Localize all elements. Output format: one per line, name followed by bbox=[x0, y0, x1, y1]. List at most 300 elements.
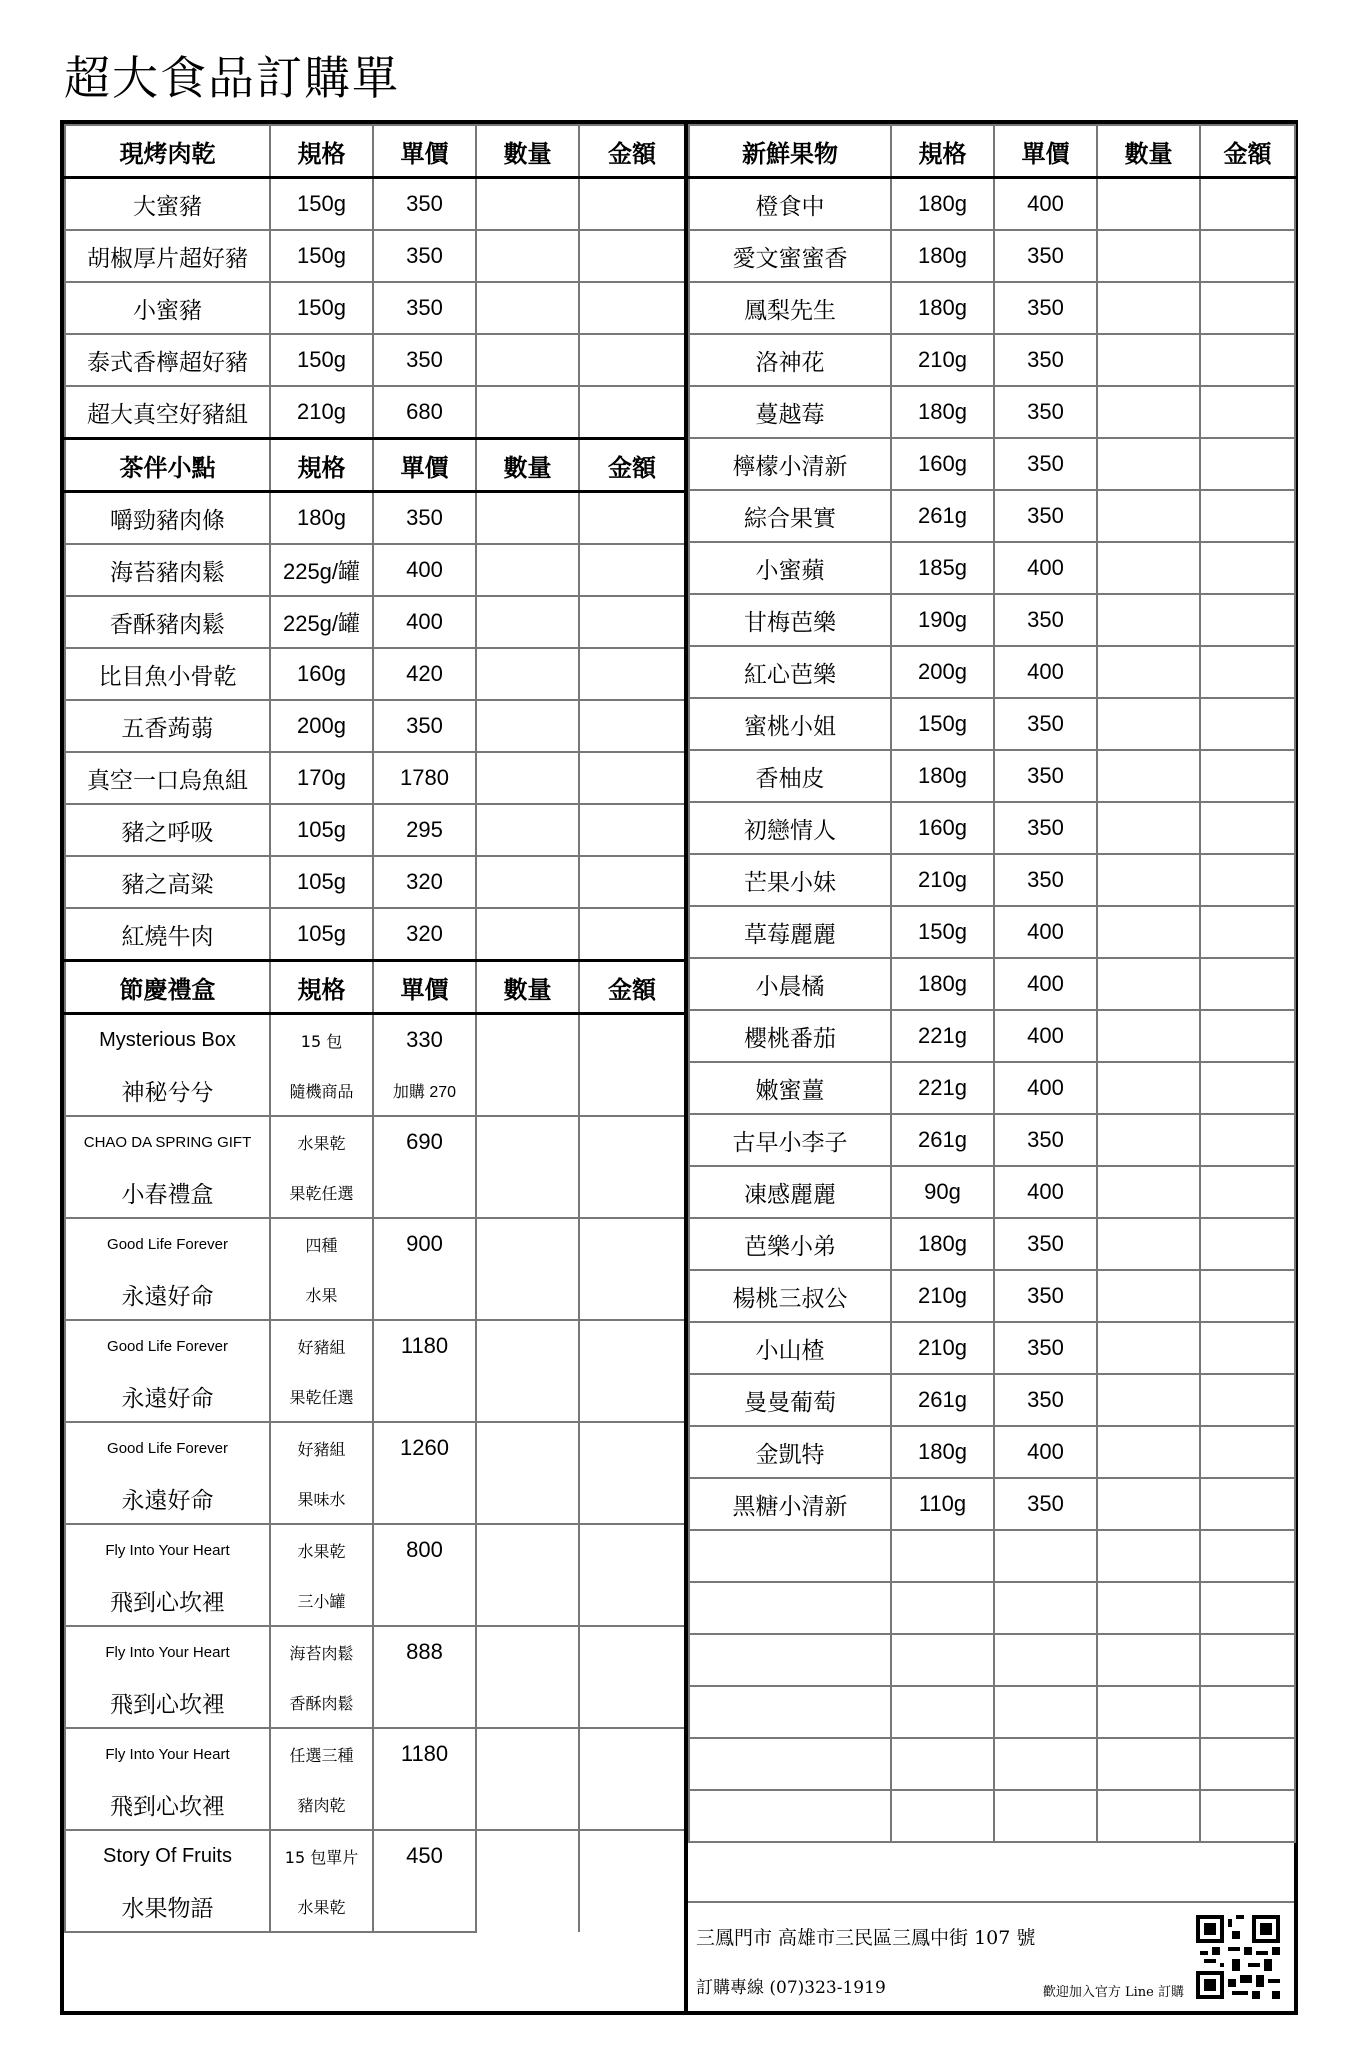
amount-cell[interactable] bbox=[1200, 438, 1295, 490]
gift-row bbox=[65, 1524, 685, 1575]
table-row bbox=[689, 438, 1295, 490]
item-name: 小晨橘 bbox=[689, 958, 891, 1010]
gift-price: 1180 bbox=[373, 1320, 476, 1371]
item-price: 400 bbox=[994, 646, 1097, 698]
amount-cell[interactable] bbox=[579, 1218, 685, 1320]
qty-cell[interactable] bbox=[1097, 1582, 1200, 1634]
qty-cell[interactable] bbox=[476, 1728, 579, 1830]
amount-cell[interactable] bbox=[1200, 1010, 1295, 1062]
qty-cell[interactable] bbox=[1097, 178, 1200, 231]
amount-cell[interactable] bbox=[579, 752, 685, 804]
item-spec: 200g bbox=[270, 700, 373, 752]
qty-cell[interactable] bbox=[1097, 906, 1200, 958]
table-row bbox=[65, 596, 685, 648]
gift-spec: 水果乾 bbox=[270, 1524, 373, 1575]
qty-cell[interactable] bbox=[1097, 750, 1200, 802]
amount-cell[interactable] bbox=[1200, 282, 1295, 334]
item-price: 350 bbox=[373, 230, 476, 282]
amount-cell[interactable] bbox=[579, 700, 685, 752]
qty-cell[interactable] bbox=[476, 648, 579, 700]
gift-name-zh: 飛到心坎裡 bbox=[65, 1779, 270, 1830]
section-title: 節慶禮盒 bbox=[65, 961, 270, 1014]
item-price: 350 bbox=[994, 282, 1097, 334]
section-title: 新鮮果物 bbox=[689, 125, 891, 178]
price-header: 單價 bbox=[373, 961, 476, 1014]
item-spec: 180g bbox=[891, 958, 994, 1010]
qty-cell[interactable] bbox=[1097, 1686, 1200, 1738]
gift-row bbox=[65, 1626, 685, 1677]
table-row bbox=[65, 334, 685, 386]
qty-cell[interactable] bbox=[1097, 1062, 1200, 1114]
item-spec: 210g bbox=[270, 386, 373, 439]
item-name: 紅燒牛肉 bbox=[65, 908, 270, 961]
amount-cell[interactable] bbox=[579, 230, 685, 282]
amount-header: 金額 bbox=[579, 961, 685, 1014]
item-name: 紅心芭樂 bbox=[689, 646, 891, 698]
item-name: 古早小李子 bbox=[689, 1114, 891, 1166]
item-name: 橙食中 bbox=[689, 178, 891, 231]
item-name bbox=[689, 1530, 891, 1582]
qty-cell[interactable] bbox=[1097, 1738, 1200, 1790]
qty-cell[interactable] bbox=[476, 386, 579, 439]
qty-cell[interactable] bbox=[1097, 1478, 1200, 1530]
spec-header: 規格 bbox=[270, 125, 373, 178]
item-name: 綜合果實 bbox=[689, 490, 891, 542]
qty-cell[interactable] bbox=[1097, 542, 1200, 594]
item-price: 350 bbox=[373, 282, 476, 334]
table-row bbox=[65, 282, 685, 334]
amount-cell[interactable] bbox=[1200, 1582, 1295, 1634]
amount-cell[interactable] bbox=[1200, 178, 1295, 231]
item-price: 400 bbox=[994, 1166, 1097, 1218]
table-row bbox=[689, 854, 1295, 906]
item-name: 比目魚小骨乾 bbox=[65, 648, 270, 700]
item-price: 350 bbox=[994, 698, 1097, 750]
qr-code-icon[interactable] bbox=[1196, 1915, 1280, 1999]
gift-spec-sub: 三小罐 bbox=[270, 1575, 373, 1626]
qty-cell[interactable] bbox=[476, 856, 579, 908]
spec-header: 規格 bbox=[270, 961, 373, 1014]
item-spec: 150g bbox=[270, 282, 373, 334]
qty-cell[interactable] bbox=[1097, 1114, 1200, 1166]
table-row bbox=[689, 1062, 1295, 1114]
price-header: 單價 bbox=[373, 439, 476, 492]
line-invite: 歡迎加入官方 Line 訂購 bbox=[1042, 1985, 1184, 2000]
amount-cell[interactable] bbox=[579, 804, 685, 856]
qty-cell[interactable] bbox=[476, 752, 579, 804]
item-spec: 221g bbox=[891, 1062, 994, 1114]
table-row bbox=[689, 698, 1295, 750]
item-price: 350 bbox=[373, 700, 476, 752]
item-spec bbox=[891, 1530, 994, 1582]
item-price: 350 bbox=[994, 386, 1097, 438]
item-price: 295 bbox=[373, 804, 476, 856]
item-name: 櫻桃番茄 bbox=[689, 1010, 891, 1062]
qty-cell[interactable] bbox=[476, 1014, 579, 1117]
item-name: 真空一口烏魚組 bbox=[65, 752, 270, 804]
item-name: 蔓越莓 bbox=[689, 386, 891, 438]
table-row bbox=[689, 1270, 1295, 1322]
gift-spec: 15 包 bbox=[270, 1014, 373, 1066]
qty-cell[interactable] bbox=[476, 908, 579, 961]
qty-cell[interactable] bbox=[1097, 1634, 1200, 1686]
qty-cell[interactable] bbox=[476, 1830, 579, 1932]
item-price: 350 bbox=[994, 802, 1097, 854]
amount-cell[interactable] bbox=[1200, 1790, 1295, 1842]
item-price: 350 bbox=[994, 1114, 1097, 1166]
item-name: 泰式香檸超好豬 bbox=[65, 334, 270, 386]
amount-cell[interactable] bbox=[579, 1422, 685, 1524]
amount-cell[interactable] bbox=[579, 1728, 685, 1830]
amount-header: 金額 bbox=[1200, 125, 1295, 178]
item-name: 金凱特 bbox=[689, 1426, 891, 1478]
gift-price: 1260 bbox=[373, 1422, 476, 1473]
amount-cell[interactable] bbox=[1200, 1634, 1295, 1686]
table-row bbox=[689, 1166, 1295, 1218]
qty-cell[interactable] bbox=[476, 700, 579, 752]
gift-spec: 水果乾 bbox=[270, 1116, 373, 1167]
amount-cell[interactable] bbox=[579, 1626, 685, 1728]
amount-cell[interactable] bbox=[1200, 1062, 1295, 1114]
item-spec: 185g bbox=[891, 542, 994, 594]
qty-cell[interactable] bbox=[476, 1116, 579, 1218]
gift-price-sub bbox=[373, 1881, 476, 1932]
amount-cell[interactable] bbox=[579, 386, 685, 439]
table-row bbox=[689, 1686, 1295, 1738]
amount-cell[interactable] bbox=[579, 1116, 685, 1218]
item-price bbox=[994, 1634, 1097, 1686]
qty-header: 數量 bbox=[476, 125, 579, 178]
amount-cell[interactable] bbox=[579, 492, 685, 545]
amount-cell[interactable] bbox=[579, 178, 685, 231]
gift-price-sub bbox=[373, 1269, 476, 1320]
item-spec: 180g bbox=[891, 750, 994, 802]
amount-cell[interactable] bbox=[1200, 1374, 1295, 1426]
item-spec: 180g bbox=[270, 492, 373, 545]
amount-cell[interactable] bbox=[579, 334, 685, 386]
table-row bbox=[689, 542, 1295, 594]
gift-row bbox=[65, 1116, 685, 1167]
table-row bbox=[689, 1478, 1295, 1530]
gift-name-zh: 飛到心坎裡 bbox=[65, 1575, 270, 1626]
amount-cell[interactable] bbox=[1200, 490, 1295, 542]
qty-cell[interactable] bbox=[476, 1626, 579, 1728]
amount-cell[interactable] bbox=[579, 1320, 685, 1422]
gift-name-zh: 飛到心坎裡 bbox=[65, 1677, 270, 1728]
amount-cell[interactable] bbox=[1200, 1426, 1295, 1478]
qty-cell[interactable] bbox=[476, 1218, 579, 1320]
item-spec: 210g bbox=[891, 1270, 994, 1322]
qty-cell[interactable] bbox=[1097, 854, 1200, 906]
gift-spec: 15 包單片 bbox=[270, 1830, 373, 1881]
gift-price-sub bbox=[373, 1473, 476, 1524]
item-spec: 225g/罐 bbox=[270, 544, 373, 596]
amount-cell[interactable] bbox=[579, 856, 685, 908]
table-row bbox=[689, 1218, 1295, 1270]
gift-price: 900 bbox=[373, 1218, 476, 1269]
amount-cell[interactable] bbox=[1200, 1322, 1295, 1374]
qty-cell[interactable] bbox=[476, 544, 579, 596]
gift-row bbox=[65, 1218, 685, 1269]
item-price: 350 bbox=[994, 1322, 1097, 1374]
item-spec: 180g bbox=[891, 1426, 994, 1478]
gift-spec: 好豬組 bbox=[270, 1320, 373, 1371]
item-name: 嫩蜜薑 bbox=[689, 1062, 891, 1114]
gift-name-en: Good Life Forever bbox=[65, 1218, 270, 1269]
table-row bbox=[689, 1582, 1295, 1634]
item-name: 蜜桃小姐 bbox=[689, 698, 891, 750]
qty-cell[interactable] bbox=[1097, 802, 1200, 854]
item-price bbox=[994, 1738, 1097, 1790]
amount-cell[interactable] bbox=[1200, 230, 1295, 282]
item-name: 小蜜豬 bbox=[65, 282, 270, 334]
item-spec: 150g bbox=[891, 698, 994, 750]
table-row bbox=[65, 544, 685, 596]
qty-cell[interactable] bbox=[476, 178, 579, 231]
item-price: 350 bbox=[994, 1270, 1097, 1322]
gift-name-en: Fly Into Your Heart bbox=[65, 1524, 270, 1575]
amount-cell[interactable] bbox=[1200, 594, 1295, 646]
gift-name-en: Good Life Forever bbox=[65, 1320, 270, 1371]
qty-cell[interactable] bbox=[1097, 1010, 1200, 1062]
item-spec bbox=[891, 1634, 994, 1686]
gift-name-en: CHAO DA SPRING GIFT bbox=[65, 1116, 270, 1167]
item-name: 芒果小妹 bbox=[689, 854, 891, 906]
gift-spec-sub: 水果乾 bbox=[270, 1881, 373, 1932]
amount-cell[interactable] bbox=[579, 1830, 685, 1932]
order-form bbox=[60, 120, 1298, 2015]
item-spec: 150g bbox=[270, 334, 373, 386]
item-price: 350 bbox=[373, 492, 476, 545]
table-row bbox=[65, 908, 685, 961]
item-spec: 160g bbox=[891, 438, 994, 490]
item-price: 400 bbox=[994, 958, 1097, 1010]
table-row bbox=[65, 752, 685, 804]
table-row bbox=[689, 1634, 1295, 1686]
item-price: 320 bbox=[373, 908, 476, 961]
item-price: 350 bbox=[994, 334, 1097, 386]
item-name bbox=[689, 1634, 891, 1686]
gift-spec-sub: 豬肉乾 bbox=[270, 1779, 373, 1830]
amount-cell[interactable] bbox=[579, 596, 685, 648]
table-row bbox=[689, 750, 1295, 802]
item-price: 400 bbox=[373, 596, 476, 648]
item-spec: 160g bbox=[891, 802, 994, 854]
amount-cell[interactable] bbox=[579, 1014, 685, 1117]
amount-cell[interactable] bbox=[1200, 646, 1295, 698]
item-name bbox=[689, 1790, 891, 1842]
table-row bbox=[65, 700, 685, 752]
qty-cell[interactable] bbox=[1097, 334, 1200, 386]
gift-spec-sub: 果味水 bbox=[270, 1473, 373, 1524]
gift-name-en: Good Life Forever bbox=[65, 1422, 270, 1473]
item-spec: 180g bbox=[891, 230, 994, 282]
item-spec: 110g bbox=[891, 1478, 994, 1530]
gift-row bbox=[65, 1830, 685, 1881]
right-column bbox=[688, 124, 1294, 2011]
item-name: 鳳梨先生 bbox=[689, 282, 891, 334]
item-price: 400 bbox=[994, 1062, 1097, 1114]
item-spec: 180g bbox=[891, 178, 994, 231]
amount-cell[interactable] bbox=[1200, 1478, 1295, 1530]
qty-cell[interactable] bbox=[1097, 698, 1200, 750]
table-row bbox=[689, 1738, 1295, 1790]
item-name: 小山楂 bbox=[689, 1322, 891, 1374]
table-row bbox=[689, 230, 1295, 282]
section-header-row bbox=[65, 961, 685, 1014]
item-spec bbox=[891, 1790, 994, 1842]
qty-cell[interactable] bbox=[476, 492, 579, 545]
amount-cell[interactable] bbox=[1200, 386, 1295, 438]
item-spec: 221g bbox=[891, 1010, 994, 1062]
qty-cell[interactable] bbox=[1097, 230, 1200, 282]
qty-cell[interactable] bbox=[1097, 594, 1200, 646]
gift-spec: 任選三種 bbox=[270, 1728, 373, 1779]
amount-cell[interactable] bbox=[1200, 1686, 1295, 1738]
item-spec: 180g bbox=[891, 282, 994, 334]
amount-cell[interactable] bbox=[1200, 1218, 1295, 1270]
amount-cell[interactable] bbox=[1200, 542, 1295, 594]
gift-spec-sub: 果乾任選 bbox=[270, 1371, 373, 1422]
table-row bbox=[689, 1322, 1295, 1374]
item-name: 香柚皮 bbox=[689, 750, 891, 802]
amount-cell[interactable] bbox=[579, 1524, 685, 1626]
item-price: 400 bbox=[994, 906, 1097, 958]
store-info bbox=[688, 1901, 1294, 2011]
table-row bbox=[689, 646, 1295, 698]
qty-cell[interactable] bbox=[1097, 1374, 1200, 1426]
item-name: 胡椒厚片超好豬 bbox=[65, 230, 270, 282]
gift-spec-sub: 隨機商品 bbox=[270, 1065, 373, 1116]
table-row bbox=[65, 856, 685, 908]
qty-cell[interactable] bbox=[1097, 1166, 1200, 1218]
item-price bbox=[994, 1530, 1097, 1582]
item-name: 愛文蜜蜜香 bbox=[689, 230, 891, 282]
amount-cell[interactable] bbox=[579, 544, 685, 596]
item-price: 350 bbox=[994, 230, 1097, 282]
item-spec: 180g bbox=[891, 1218, 994, 1270]
table-row bbox=[689, 906, 1295, 958]
qty-cell[interactable] bbox=[1097, 438, 1200, 490]
item-price: 420 bbox=[373, 648, 476, 700]
table-row bbox=[689, 1010, 1295, 1062]
item-price: 400 bbox=[994, 542, 1097, 594]
qty-cell[interactable] bbox=[1097, 1530, 1200, 1582]
qty-cell[interactable] bbox=[476, 1524, 579, 1626]
qty-cell[interactable] bbox=[1097, 1270, 1200, 1322]
amount-cell[interactable] bbox=[1200, 1114, 1295, 1166]
amount-cell[interactable] bbox=[1200, 854, 1295, 906]
amount-cell[interactable] bbox=[1200, 958, 1295, 1010]
item-name: 黑糖小清新 bbox=[689, 1478, 891, 1530]
table-row bbox=[689, 594, 1295, 646]
qty-cell[interactable] bbox=[476, 282, 579, 334]
item-name: 海苔豬肉鬆 bbox=[65, 544, 270, 596]
gift-price: 690 bbox=[373, 1116, 476, 1167]
item-price bbox=[994, 1790, 1097, 1842]
item-name: 初戀情人 bbox=[689, 802, 891, 854]
table-row bbox=[689, 386, 1295, 438]
qty-cell[interactable] bbox=[1097, 958, 1200, 1010]
gift-name-en: Story Of Fruits bbox=[65, 1830, 270, 1881]
qty-cell[interactable] bbox=[1097, 1790, 1200, 1842]
qty-cell[interactable] bbox=[1097, 490, 1200, 542]
gift-name-zh: 水果物語 bbox=[65, 1881, 270, 1932]
item-name: 甘梅芭樂 bbox=[689, 594, 891, 646]
item-name: 豬之高粱 bbox=[65, 856, 270, 908]
amount-cell[interactable] bbox=[1200, 1270, 1295, 1322]
amount-header: 金額 bbox=[579, 125, 685, 178]
item-spec: 105g bbox=[270, 856, 373, 908]
table-row bbox=[689, 1426, 1295, 1478]
amount-cell[interactable] bbox=[1200, 334, 1295, 386]
amount-cell[interactable] bbox=[579, 908, 685, 961]
qty-cell[interactable] bbox=[1097, 1322, 1200, 1374]
amount-cell[interactable] bbox=[1200, 698, 1295, 750]
gift-name-en: Fly Into Your Heart bbox=[65, 1626, 270, 1677]
left-column bbox=[64, 124, 684, 2011]
qty-cell[interactable] bbox=[1097, 1426, 1200, 1478]
item-price: 350 bbox=[373, 334, 476, 386]
table-row bbox=[689, 1530, 1295, 1582]
item-price bbox=[994, 1686, 1097, 1738]
gift-price: 888 bbox=[373, 1626, 476, 1677]
gift-name-zh: 小春禮盒 bbox=[65, 1167, 270, 1218]
item-price: 350 bbox=[994, 438, 1097, 490]
gift-row bbox=[65, 1728, 685, 1779]
table-row bbox=[689, 334, 1295, 386]
item-price: 400 bbox=[994, 1426, 1097, 1478]
qty-cell[interactable] bbox=[476, 1422, 579, 1524]
spec-header: 規格 bbox=[270, 439, 373, 492]
qty-cell[interactable] bbox=[476, 596, 579, 648]
amount-cell[interactable] bbox=[1200, 1166, 1295, 1218]
gift-price: 450 bbox=[373, 1830, 476, 1881]
qty-cell[interactable] bbox=[1097, 1218, 1200, 1270]
qty-cell[interactable] bbox=[1097, 386, 1200, 438]
table-row bbox=[65, 492, 685, 545]
order-phone: 訂購專線 (07)323-1919 bbox=[696, 1978, 886, 1998]
qty-cell[interactable] bbox=[476, 1320, 579, 1422]
item-spec: 105g bbox=[270, 804, 373, 856]
qty-cell[interactable] bbox=[476, 334, 579, 386]
amount-cell[interactable] bbox=[579, 282, 685, 334]
amount-cell[interactable] bbox=[1200, 1530, 1295, 1582]
qty-cell[interactable] bbox=[476, 230, 579, 282]
item-price: 350 bbox=[994, 750, 1097, 802]
item-spec: 105g bbox=[270, 908, 373, 961]
amount-cell[interactable] bbox=[1200, 1738, 1295, 1790]
item-spec bbox=[891, 1686, 994, 1738]
gift-price-sub bbox=[373, 1371, 476, 1422]
item-spec: 261g bbox=[891, 1374, 994, 1426]
gift-price: 800 bbox=[373, 1524, 476, 1575]
amount-cell[interactable] bbox=[1200, 906, 1295, 958]
section-header-row bbox=[65, 125, 685, 178]
qty-cell[interactable] bbox=[1097, 646, 1200, 698]
amount-cell[interactable] bbox=[1200, 802, 1295, 854]
qty-cell[interactable] bbox=[476, 804, 579, 856]
item-price: 350 bbox=[994, 1218, 1097, 1270]
table-row bbox=[689, 1374, 1295, 1426]
amount-cell[interactable] bbox=[1200, 750, 1295, 802]
item-price: 400 bbox=[994, 178, 1097, 231]
gift-price: 1180 bbox=[373, 1728, 476, 1779]
qty-cell[interactable] bbox=[1097, 282, 1200, 334]
amount-cell[interactable] bbox=[579, 648, 685, 700]
qty-header: 數量 bbox=[1097, 125, 1200, 178]
table-row bbox=[689, 282, 1295, 334]
